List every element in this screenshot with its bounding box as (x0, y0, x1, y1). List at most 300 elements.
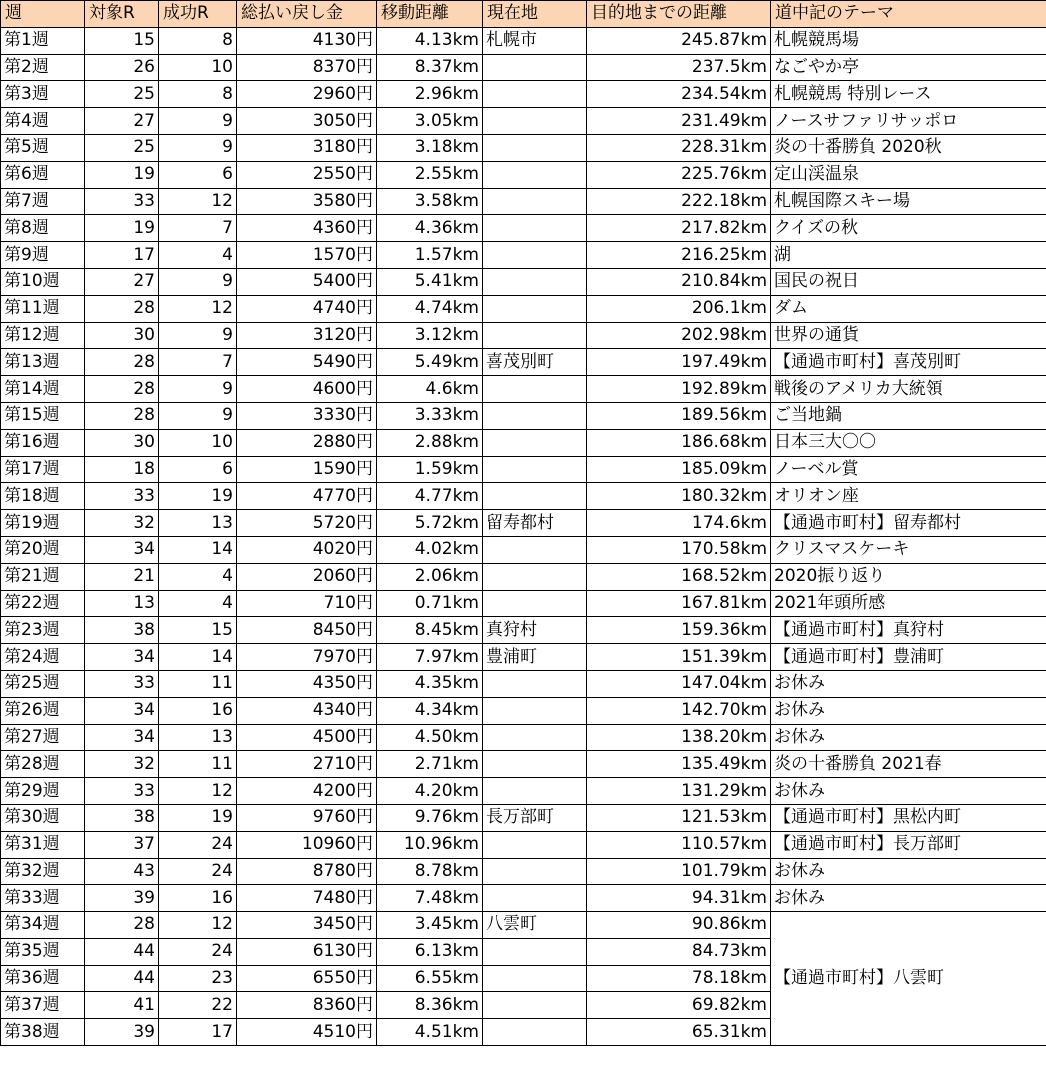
cell-target: 21 (85, 563, 159, 590)
cell-distance: 4.6km (377, 376, 483, 403)
table-row (1, 858, 1046, 885)
cell-location: 長万部町 (483, 804, 587, 831)
table-row (1, 402, 1046, 429)
cell-remaining: 131.29km (587, 778, 771, 805)
cell-theme: ご当地鍋 (771, 402, 1046, 429)
cell-theme: クリスマスケーキ (771, 536, 1046, 563)
table-row (1, 27, 1046, 54)
cell-target: 30 (85, 429, 159, 456)
cell-week: 第9週 (1, 242, 85, 269)
cell-distance: 4.50km (377, 724, 483, 751)
cell-payout: 8450円 (237, 617, 377, 644)
cell-remaining: 101.79km (587, 858, 771, 885)
cell-week: 第13週 (1, 349, 85, 376)
cell-distance: 3.05km (377, 108, 483, 135)
col-header-target: 対象R (85, 1, 159, 28)
cell-theme: オリオン座 (771, 483, 1046, 510)
table-row (1, 804, 1046, 831)
cell-week: 第35週 (1, 938, 85, 965)
cell-theme: 【通過市町村】真狩村 (771, 617, 1046, 644)
cell-success: 9 (159, 402, 237, 429)
cell-location: 喜茂別町 (483, 349, 587, 376)
cell-success: 12 (159, 912, 237, 939)
cell-payout: 4020円 (237, 536, 377, 563)
table-row (1, 349, 1046, 376)
cell-theme: お休み (771, 778, 1046, 805)
cell-target: 28 (85, 376, 159, 403)
cell-location (483, 697, 587, 724)
table-row (1, 724, 1046, 751)
cell-distance: 4.34km (377, 697, 483, 724)
cell-week: 第29週 (1, 778, 85, 805)
table-row (1, 161, 1046, 188)
cell-payout: 7970円 (237, 644, 377, 671)
cell-theme: 2021年頭所感 (771, 590, 1046, 617)
cell-week: 第23週 (1, 617, 85, 644)
table-row (1, 563, 1046, 590)
cell-week: 第30週 (1, 804, 85, 831)
table-row (1, 536, 1046, 563)
cell-target: 33 (85, 188, 159, 215)
cell-location: 豊浦町 (483, 644, 587, 671)
cell-distance: 3.45km (377, 912, 483, 939)
cell-distance: 6.13km (377, 938, 483, 965)
cell-payout: 10960円 (237, 831, 377, 858)
cell-remaining: 185.09km (587, 456, 771, 483)
cell-theme: お休み (771, 858, 1046, 885)
cell-remaining: 210.84km (587, 268, 771, 295)
cell-payout: 8360円 (237, 992, 377, 1019)
cell-success: 4 (159, 242, 237, 269)
cell-week: 第38週 (1, 1019, 85, 1046)
col-header-theme: 道中記のテーマ (771, 1, 1046, 28)
cell-location (483, 376, 587, 403)
cell-payout: 6130円 (237, 938, 377, 965)
cell-distance: 2.71km (377, 751, 483, 778)
cell-distance: 3.12km (377, 322, 483, 349)
cell-distance: 9.76km (377, 804, 483, 831)
cell-distance: 10.96km (377, 831, 483, 858)
cell-target: 41 (85, 992, 159, 1019)
cell-payout: 2550円 (237, 161, 377, 188)
cell-payout: 2060円 (237, 563, 377, 590)
cell-distance: 0.71km (377, 590, 483, 617)
cell-distance: 4.20km (377, 778, 483, 805)
cell-success: 9 (159, 268, 237, 295)
cell-location (483, 938, 587, 965)
cell-target: 33 (85, 670, 159, 697)
cell-success: 12 (159, 188, 237, 215)
cell-remaining: 189.56km (587, 402, 771, 429)
cell-remaining: 142.70km (587, 697, 771, 724)
cell-location (483, 670, 587, 697)
table-row (1, 322, 1046, 349)
cell-payout: 8780円 (237, 858, 377, 885)
cell-target: 34 (85, 724, 159, 751)
cell-distance: 3.58km (377, 188, 483, 215)
cell-remaining: 168.52km (587, 563, 771, 590)
cell-success: 14 (159, 536, 237, 563)
cell-remaining: 234.54km (587, 81, 771, 108)
cell-distance: 1.59km (377, 456, 483, 483)
cell-payout: 4510円 (237, 1019, 377, 1046)
cell-theme: クイズの秋 (771, 215, 1046, 242)
cell-remaining: 170.58km (587, 536, 771, 563)
cell-remaining: 135.49km (587, 751, 771, 778)
cell-payout: 7480円 (237, 885, 377, 912)
cell-week: 第36週 (1, 965, 85, 992)
cell-success: 23 (159, 965, 237, 992)
cell-theme: 【通過市町村】豊浦町 (771, 644, 1046, 671)
cell-theme: 【通過市町村】留寿都村 (771, 510, 1046, 537)
cell-success: 16 (159, 885, 237, 912)
cell-payout: 4770円 (237, 483, 377, 510)
table-row (1, 590, 1046, 617)
cell-location (483, 161, 587, 188)
cell-distance: 4.77km (377, 483, 483, 510)
cell-week: 第14週 (1, 376, 85, 403)
cell-week: 第3週 (1, 81, 85, 108)
cell-theme: お休み (771, 724, 1046, 751)
cell-location: 八雲町 (483, 912, 587, 939)
cell-location (483, 215, 587, 242)
cell-payout: 4740円 (237, 295, 377, 322)
cell-payout: 3450円 (237, 912, 377, 939)
col-header-payout: 総払い戻し金 (237, 1, 377, 28)
table-row (1, 108, 1046, 135)
table-row (1, 778, 1046, 805)
cell-success: 8 (159, 27, 237, 54)
cell-remaining: 216.25km (587, 242, 771, 269)
cell-distance: 2.06km (377, 563, 483, 590)
cell-payout: 3580円 (237, 188, 377, 215)
cell-success: 14 (159, 644, 237, 671)
table-row (1, 188, 1046, 215)
cell-success: 12 (159, 778, 237, 805)
cell-remaining: 78.18km (587, 965, 771, 992)
cell-week: 第16週 (1, 429, 85, 456)
cell-payout: 4600円 (237, 376, 377, 403)
table-row (1, 617, 1046, 644)
cell-location (483, 456, 587, 483)
cell-payout: 2880円 (237, 429, 377, 456)
cell-distance: 4.13km (377, 27, 483, 54)
cell-location (483, 965, 587, 992)
cell-payout: 2710円 (237, 751, 377, 778)
cell-theme: ダム (771, 295, 1046, 322)
table-row (1, 483, 1046, 510)
cell-theme: 炎の十番勝負 2021春 (771, 751, 1046, 778)
table-row (1, 54, 1046, 81)
cell-location (483, 134, 587, 161)
cell-theme: お休み (771, 885, 1046, 912)
cell-payout: 4340円 (237, 697, 377, 724)
cell-target: 39 (85, 1019, 159, 1046)
cell-target: 39 (85, 885, 159, 912)
cell-payout: 5720円 (237, 510, 377, 537)
table-row (1, 376, 1046, 403)
cell-remaining: 202.98km (587, 322, 771, 349)
cell-theme: 湖 (771, 242, 1046, 269)
cell-location (483, 483, 587, 510)
cell-week: 第27週 (1, 724, 85, 751)
col-header-remaining: 目的地までの距離 (587, 1, 771, 28)
cell-remaining: 151.39km (587, 644, 771, 671)
cell-target: 32 (85, 751, 159, 778)
cell-week: 第28週 (1, 751, 85, 778)
cell-payout: 9760円 (237, 804, 377, 831)
cell-week: 第18週 (1, 483, 85, 510)
cell-theme: お休み (771, 670, 1046, 697)
cell-location (483, 81, 587, 108)
cell-payout: 3120円 (237, 322, 377, 349)
cell-distance: 2.55km (377, 161, 483, 188)
cell-location (483, 295, 587, 322)
table-row (1, 268, 1046, 295)
cell-week: 第2週 (1, 54, 85, 81)
cell-success: 13 (159, 724, 237, 751)
cell-remaining: 245.87km (587, 27, 771, 54)
cell-target: 27 (85, 268, 159, 295)
cell-distance: 5.49km (377, 349, 483, 376)
cell-distance: 5.41km (377, 268, 483, 295)
cell-theme: 2020振り返り (771, 563, 1046, 590)
table-row (1, 510, 1046, 537)
cell-success: 19 (159, 804, 237, 831)
table-row (1, 697, 1046, 724)
cell-theme: 札幌競馬場 (771, 27, 1046, 54)
cell-location (483, 992, 587, 1019)
cell-location (483, 54, 587, 81)
col-header-location: 現在地 (483, 1, 587, 28)
cell-week: 第6週 (1, 161, 85, 188)
cell-payout: 4350円 (237, 670, 377, 697)
cell-distance: 2.96km (377, 81, 483, 108)
cell-success: 24 (159, 831, 237, 858)
cell-target: 33 (85, 483, 159, 510)
cell-distance: 7.48km (377, 885, 483, 912)
col-header-week: 週 (1, 1, 85, 28)
cell-target: 37 (85, 831, 159, 858)
cell-target: 18 (85, 456, 159, 483)
cell-distance: 4.51km (377, 1019, 483, 1046)
table-row (1, 644, 1046, 671)
cell-target: 34 (85, 536, 159, 563)
cell-distance: 5.72km (377, 510, 483, 537)
cell-target: 28 (85, 402, 159, 429)
cell-success: 22 (159, 992, 237, 1019)
cell-target: 26 (85, 54, 159, 81)
cell-distance: 2.88km (377, 429, 483, 456)
cell-remaining: 186.68km (587, 429, 771, 456)
cell-payout: 1570円 (237, 242, 377, 269)
cell-theme: 【通過市町村】喜茂別町 (771, 349, 1046, 376)
cell-theme: 国民の祝日 (771, 268, 1046, 295)
cell-payout: 3180円 (237, 134, 377, 161)
cell-remaining: 167.81km (587, 590, 771, 617)
cell-success: 9 (159, 108, 237, 135)
cell-remaining: 217.82km (587, 215, 771, 242)
cell-success: 16 (159, 697, 237, 724)
cell-theme: ノースサファリサッポロ (771, 108, 1046, 135)
cell-target: 43 (85, 858, 159, 885)
cell-location: 札幌市 (483, 27, 587, 54)
cell-remaining: 180.32km (587, 483, 771, 510)
cell-remaining: 84.73km (587, 938, 771, 965)
cell-week: 第32週 (1, 858, 85, 885)
cell-distance: 6.55km (377, 965, 483, 992)
cell-remaining: 174.6km (587, 510, 771, 537)
cell-remaining: 90.86km (587, 912, 771, 939)
cell-remaining: 159.36km (587, 617, 771, 644)
cell-target: 27 (85, 108, 159, 135)
cell-week: 第22週 (1, 590, 85, 617)
cell-target: 28 (85, 295, 159, 322)
cell-payout: 4130円 (237, 27, 377, 54)
table-row (1, 242, 1046, 269)
cell-success: 9 (159, 322, 237, 349)
table-row (1, 429, 1046, 456)
cell-remaining: 65.31km (587, 1019, 771, 1046)
cell-success: 24 (159, 938, 237, 965)
cell-success: 7 (159, 349, 237, 376)
cell-success: 10 (159, 429, 237, 456)
cell-success: 4 (159, 590, 237, 617)
cell-target: 34 (85, 644, 159, 671)
cell-remaining: 121.53km (587, 804, 771, 831)
header-row (1, 1, 1046, 28)
cell-theme: 炎の十番勝負 2020秋 (771, 134, 1046, 161)
cell-distance: 8.37km (377, 54, 483, 81)
cell-payout: 710円 (237, 590, 377, 617)
cell-success: 11 (159, 670, 237, 697)
cell-payout: 3050円 (237, 108, 377, 135)
cell-theme-merged: 【通過市町村】八雲町 (771, 912, 1046, 1046)
table-row (1, 456, 1046, 483)
cell-success: 9 (159, 134, 237, 161)
cell-week: 第26週 (1, 697, 85, 724)
cell-distance: 7.97km (377, 644, 483, 671)
cell-remaining: 206.1km (587, 295, 771, 322)
table-row (1, 295, 1046, 322)
cell-location (483, 724, 587, 751)
cell-success: 15 (159, 617, 237, 644)
cell-target: 38 (85, 804, 159, 831)
cell-success: 11 (159, 751, 237, 778)
cell-week: 第25週 (1, 670, 85, 697)
cell-success: 9 (159, 376, 237, 403)
table-body (1, 27, 1046, 1045)
cell-week: 第12週 (1, 322, 85, 349)
cell-theme: なごやか亭 (771, 54, 1046, 81)
col-header-success: 成功R (159, 1, 237, 28)
cell-target: 17 (85, 242, 159, 269)
cell-success: 24 (159, 858, 237, 885)
cell-location (483, 108, 587, 135)
table-row (1, 81, 1046, 108)
cell-week: 第33週 (1, 885, 85, 912)
cell-target: 32 (85, 510, 159, 537)
cell-week: 第10週 (1, 268, 85, 295)
cell-theme: 札幌競馬 特別レース (771, 81, 1046, 108)
cell-remaining: 225.76km (587, 161, 771, 188)
cell-location: 留寿都村 (483, 510, 587, 537)
cell-week: 第4週 (1, 108, 85, 135)
cell-week: 第24週 (1, 644, 85, 671)
cell-payout: 4500円 (237, 724, 377, 751)
cell-target: 33 (85, 778, 159, 805)
cell-theme: 【通過市町村】長万部町 (771, 831, 1046, 858)
cell-week: 第5週 (1, 134, 85, 161)
cell-theme: お休み (771, 697, 1046, 724)
cell-location (483, 402, 587, 429)
cell-location (483, 429, 587, 456)
cell-location (483, 188, 587, 215)
cell-success: 10 (159, 54, 237, 81)
cell-target: 25 (85, 81, 159, 108)
cell-week: 第1週 (1, 27, 85, 54)
cell-location (483, 778, 587, 805)
cell-target: 28 (85, 349, 159, 376)
cell-theme: 【通過市町村】黒松内町 (771, 804, 1046, 831)
cell-target: 19 (85, 161, 159, 188)
cell-target: 13 (85, 590, 159, 617)
cell-location (483, 751, 587, 778)
cell-location (483, 268, 587, 295)
cell-location (483, 322, 587, 349)
cell-payout: 8370円 (237, 54, 377, 81)
cell-distance: 8.78km (377, 858, 483, 885)
cell-location (483, 831, 587, 858)
cell-distance: 1.57km (377, 242, 483, 269)
cell-location (483, 858, 587, 885)
cell-payout: 4200円 (237, 778, 377, 805)
cell-payout: 3330円 (237, 402, 377, 429)
cell-week: 第15週 (1, 402, 85, 429)
table-row (1, 670, 1046, 697)
cell-location (483, 1019, 587, 1046)
cell-distance: 4.74km (377, 295, 483, 322)
cell-week: 第34週 (1, 912, 85, 939)
cell-location (483, 563, 587, 590)
cell-success: 7 (159, 215, 237, 242)
cell-distance: 3.33km (377, 402, 483, 429)
cell-remaining: 197.49km (587, 349, 771, 376)
cell-success: 13 (159, 510, 237, 537)
cell-week: 第31週 (1, 831, 85, 858)
cell-success: 19 (159, 483, 237, 510)
table-row (1, 134, 1046, 161)
cell-target: 25 (85, 134, 159, 161)
cell-week: 第20週 (1, 536, 85, 563)
col-header-distance: 移動距離 (377, 1, 483, 28)
cell-theme: 札幌国際スキー場 (771, 188, 1046, 215)
cell-theme: 日本三大〇〇 (771, 429, 1046, 456)
cell-remaining: 138.20km (587, 724, 771, 751)
cell-location (483, 590, 587, 617)
cell-distance: 4.35km (377, 670, 483, 697)
table-row (1, 751, 1046, 778)
cell-success: 17 (159, 1019, 237, 1046)
cell-success: 8 (159, 81, 237, 108)
cell-remaining: 228.31km (587, 134, 771, 161)
cell-remaining: 237.5km (587, 54, 771, 81)
cell-week: 第8週 (1, 215, 85, 242)
cell-location: 真狩村 (483, 617, 587, 644)
cell-target: 30 (85, 322, 159, 349)
cell-success: 12 (159, 295, 237, 322)
cell-remaining: 192.89km (587, 376, 771, 403)
